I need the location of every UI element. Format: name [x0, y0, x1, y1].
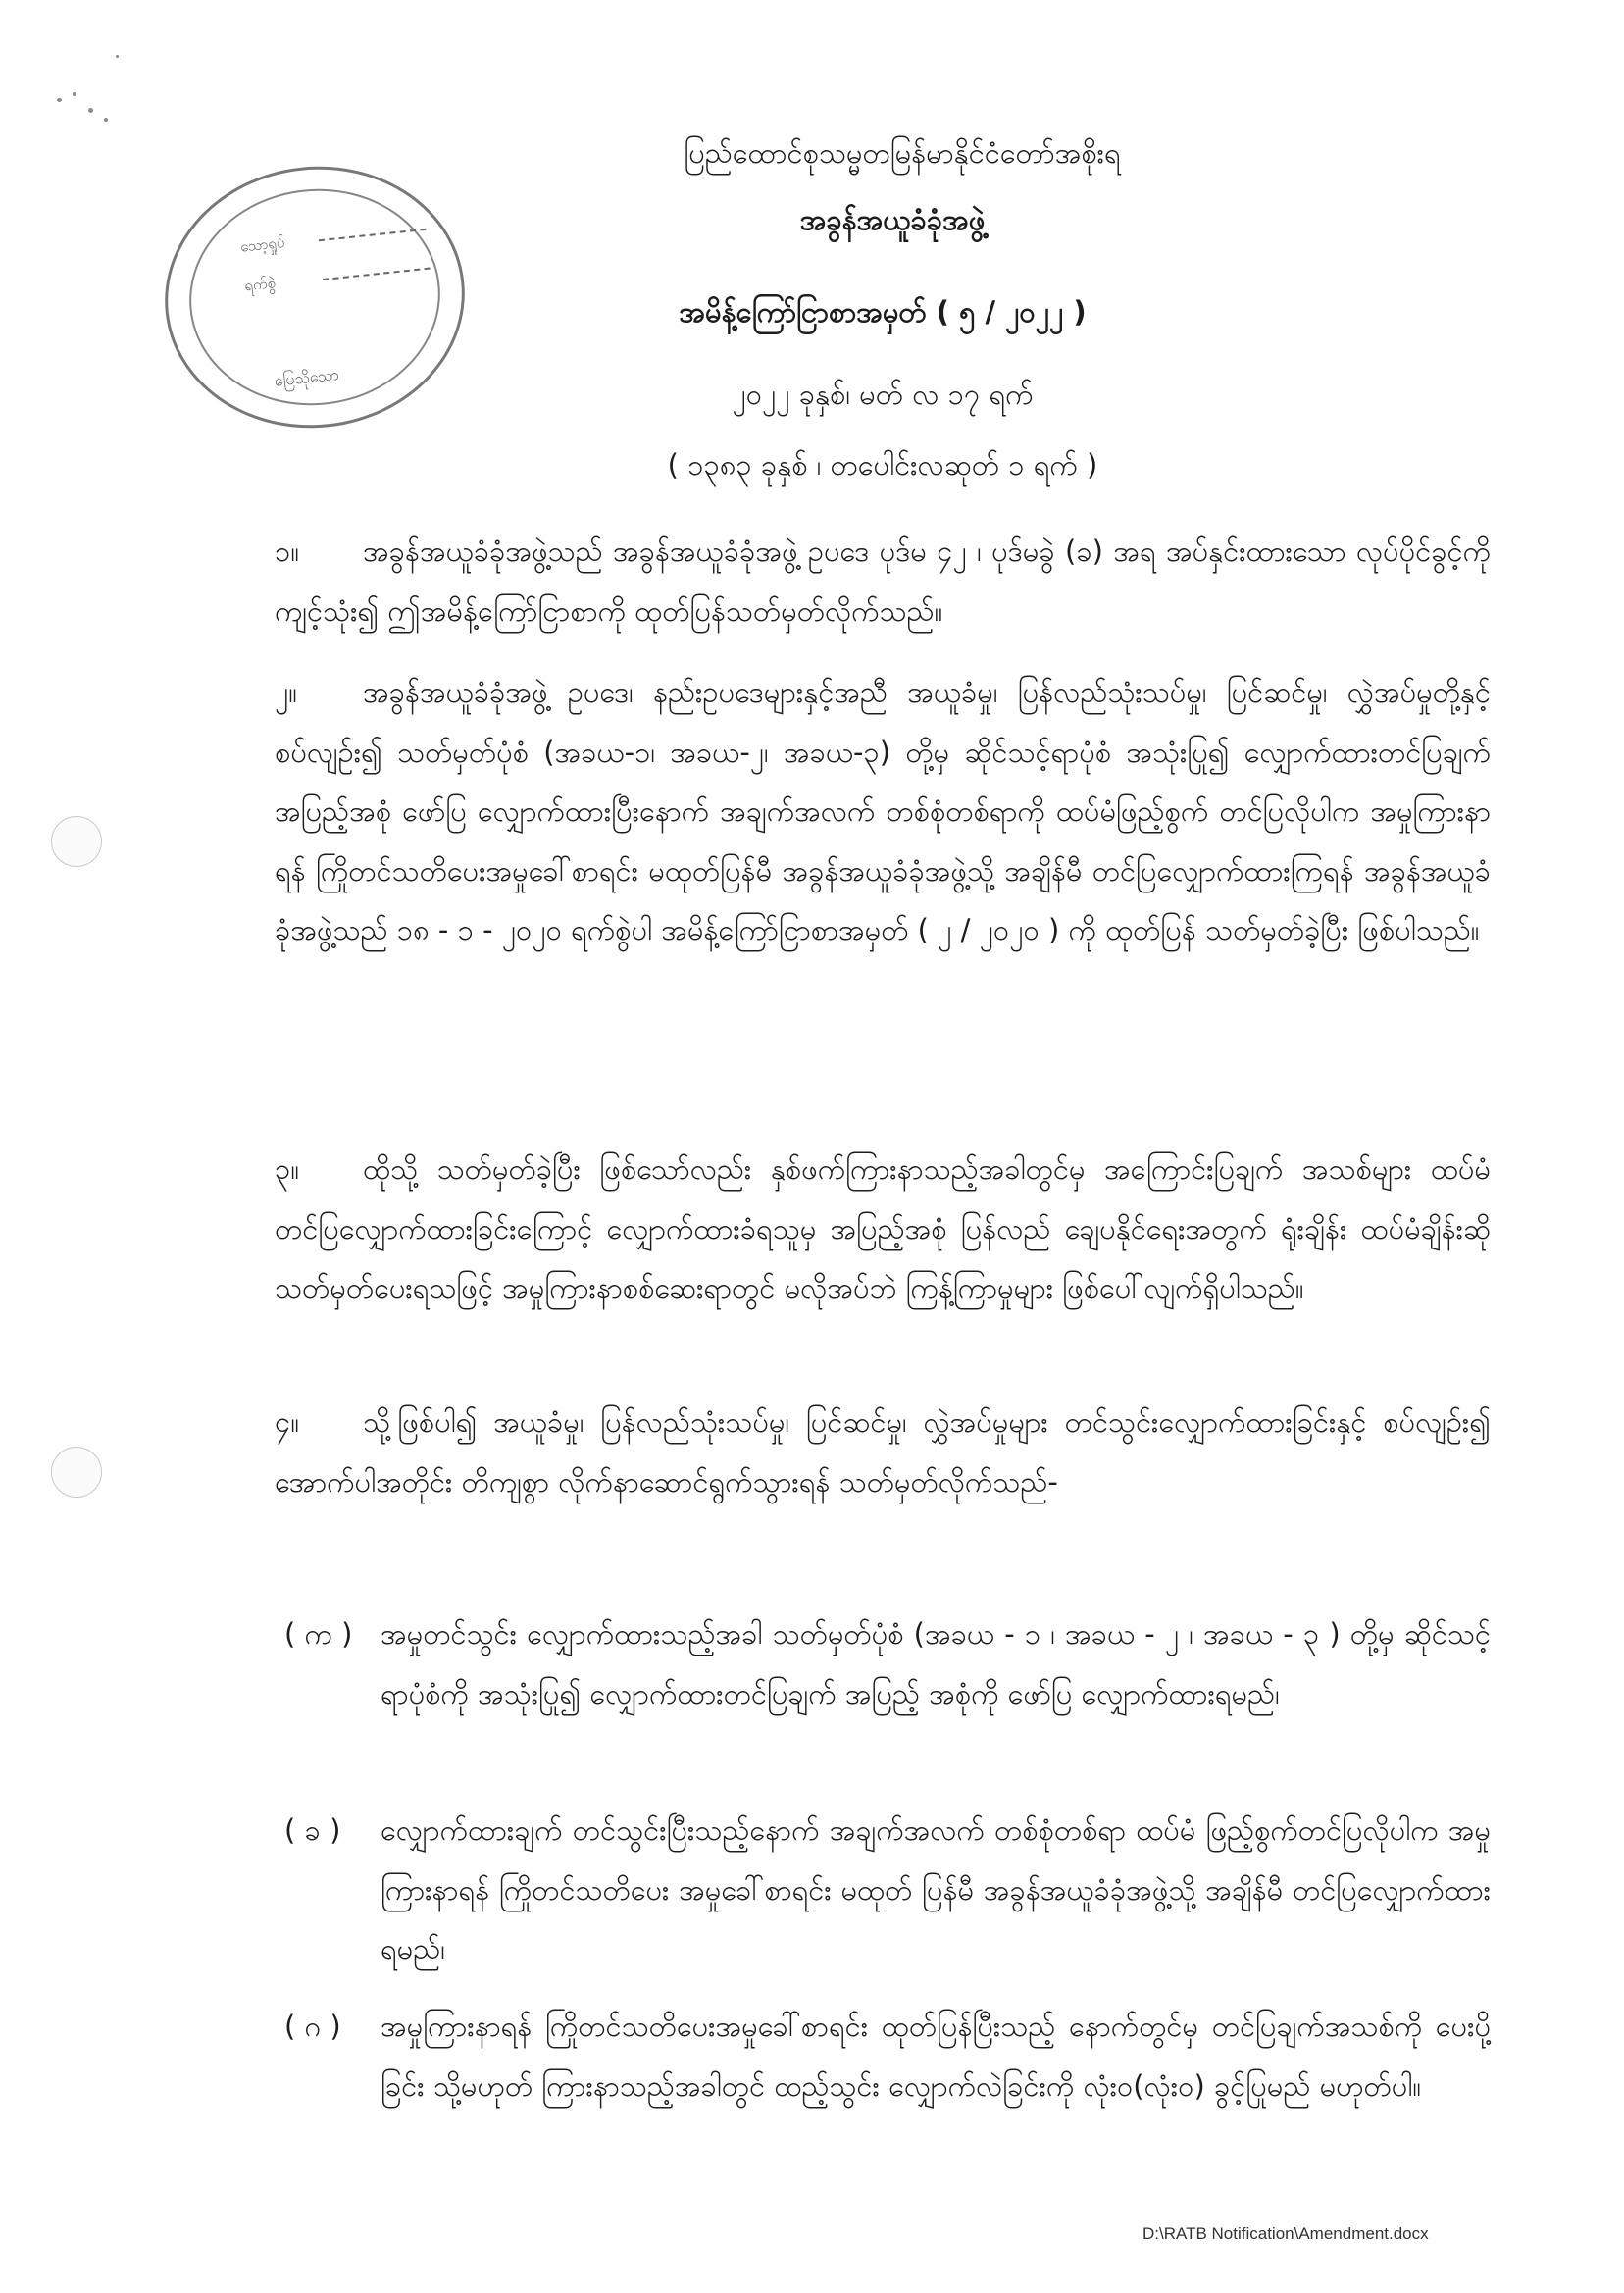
paragraph-2: [275, 663, 1491, 960]
punch-hole-lower: [51, 1447, 102, 1498]
official-seal: [152, 152, 478, 443]
scan-speck: [73, 92, 76, 96]
file-path-footer: D:\RATB Notification\Amendment.docx: [1142, 2224, 1429, 2243]
notification-number: အမိန့်ကြော်ငြာစာအမှတ် ( ၅ / ၂၀၂၂ ): [679, 295, 1087, 329]
government-heading: ပြည်ထောင်စုသမ္မတမြန်မာနိုင်ငံတော်အစိုးရ: [684, 136, 1121, 170]
subitem-ka-text: အမှုတင်သွင်း လျှောက်ထားသည့်အခါ သတ်မှတ်ပုံစံ (အခယ - ၁ ၊ အခယ - ၂ ၊ အခယ - ၃ ) တို့မှ ဆိုင်သင့်ရာပုံစံကို အသုံးပြု၍ လျှောက်ထားတင်ပြချက် အပြည့် အစုံကို ဖော်ပြ လျှောက်ထားရမည်၊: [381, 1617, 1491, 1710]
paragraph-1-text: အခွန်အယူခံခုံအဖွဲ့သည် အခွန်အယူခံခုံအဖွဲ့ ဥပဒေ ပုဒ်မ ၄၂ ၊ ပုဒ်မခွဲ (ခ) အရ အပ်နှင်းထားသော လုပ်ပိုင်ခွင့်ကို ကျင့်သုံး၍ ဤအမိန့်ကြော်ငြာစာကို ထုတ်ပြန်သတ်မှတ်လိုက်သည်။: [275, 535, 1491, 628]
paragraph-4-text: သို့ဖြစ်ပါ၍ အယူခံမှု၊ ပြန်လည်သုံးသပ်မှု၊ ပြင်ဆင်မှု၊ လွှဲအပ်မှုများ တင်သွင်းလျှောက်ထားခြင်းနှင့် စပ်လျဉ်း၍ အောက်ပါအတိုင်း တိကျစွာ လိုက်နာဆောင်ရွက်သွားရန် သတ်မှတ်လိုက်သည်-: [275, 1405, 1491, 1499]
paragraph-1: [275, 522, 1491, 640]
gregorian-date: ၂၀၂၂ ခုနှစ်၊ မတ် လ ၁၇ ရက်: [732, 378, 1034, 411]
paragraph-3: [275, 1140, 1491, 1318]
subitem-ka: [284, 1605, 1491, 1723]
seal-row-1-label: သော့ရှုပ်: [239, 232, 286, 256]
scan-speck: [116, 55, 119, 58]
paragraph-4: [275, 1393, 1491, 1511]
subitem-ga: [284, 1997, 1491, 2115]
subitem-ga-text: အမှုကြားနာရန် ကြိုတင်သတိပေးအမှုခေါ်စာရင်း ထုတ်ပြန်ပြီးသည့် နောက်တွင်မှ တင်ပြချက်အသစ်ကို ပေးပို့ခြင်း သို့မဟုတ် ကြားနာသည့်အခါတွင် ထည့်သွင်း လျှောက်လဲခြင်းကို လုံးဝ(လုံးဝ) ခွင့်ပြုမည် မဟုတ်ပါ။: [381, 2010, 1491, 2103]
myanmar-date: ( ၁၃၈၃ ခုနှစ် ၊ တပေါင်းလဆုတ် ၁ ရက် ): [667, 448, 1098, 482]
subitem-kha-marker: ( ခ ): [284, 1813, 341, 1847]
seal-bottom-text: မြေသိုသော: [273, 364, 340, 390]
scan-speck: [88, 108, 93, 113]
paragraph-2-number: ၂။: [275, 676, 298, 709]
subitem-kha: [284, 1801, 1491, 1979]
scan-speck: [104, 118, 108, 122]
paragraph-4-number: ၄။: [275, 1405, 300, 1439]
scan-speck: [57, 98, 62, 102]
seal-row-2-label: ရက်စွဲ: [243, 274, 277, 295]
subitem-ka-marker: ( က ): [284, 1617, 353, 1651]
paragraph-3-text: ထိုသို့ သတ်မှတ်ခဲ့ပြီး ဖြစ်သော်လည်း နှစ်ဖက်ကြားနာသည့်အခါတွင်မှ အကြောင်းပြချက် အသစ်များ ထပ်မံ တင်ပြလျှောက်ထားခြင်းကြောင့် လျှောက်ထားခံရသူမှ အပြည့်အစုံ ပြန်လည် ချေပနိုင်ရေးအတွက် ရုံးချိန်း ထပ်မံချိန်းဆို သတ်မှတ်ပေးရသဖြင့် အမှုကြားနာစစ်ဆေးရာတွင် မလိုအပ်ဘဲ ကြန့်ကြာမှုများ ဖြစ်ပေါ်လျက်ရှိပါသည်။: [275, 1152, 1491, 1304]
tribunal-name: အခွန်အယူခံခုံအဖွဲ့: [799, 203, 986, 236]
punch-hole-upper: [51, 816, 102, 867]
subitem-kha-text: လျှောက်ထားချက် တင်သွင်းပြီးသည့်နောက် အချက်အလက် တစ်စုံတစ်ရာ ထပ်မံ ဖြည့်စွက်တင်ပြလိုပါက အမှုကြားနာရန် ကြိုတင်သတိပေး အမှုခေါ်စာရင်း မထုတ် ပြန်မီ အခွန်အယူခံခုံအဖွဲ့သို့ အချိန်မီ တင်ပြလျှောက်ထားရမည်၊: [381, 1813, 1491, 1965]
subitem-ga-marker: ( ဂ ): [284, 2010, 341, 2043]
paragraph-2-text: အခွန်အယူခံခုံအဖွဲ့ ဥပဒေ၊ နည်းဥပဒေများနှင့်အညီ အယူခံမှု၊ ပြန်လည်သုံးသပ်မှု၊ ပြင်ဆင်မှု၊ လွှဲအပ်မှုတို့နှင့် စပ်လျဉ်း၍ သတ်မှတ်ပုံစံ (အခယ-၁၊ အခယ-၂၊ အခယ-၃) တို့မှ ဆိုင်သင့်ရာပုံစံ အသုံးပြု၍ လျှောက်ထားတင်ပြချက် အပြည့်အစုံ ဖော်ပြ လျှောက်ထားပြီးနောက် အချက်အလက် တစ်စုံတစ်ရာကို ထပ်မံဖြည့်စွက် တင်ပြလိုပါက အမှုကြားနာရန် ကြိုတင်သတိပေးအမှုခေါ်စာရင်း မထုတ်ပြန်မီ အခွန်အယူခံခုံအဖွဲ့သို့ အချိန်မီ တင်ပြလျှောက်ထားကြရန် အခွန်အယူခံခုံအဖွဲ့သည် ၁၈ - ၁ - ၂၀၂၀ ရက်စွဲပါ အမိန့်ကြော်ငြာစာအမှတ် ( ၂ / ၂၀၂၀ ) ကို ထုတ်ပြန် သတ်မှတ်ခဲ့ပြီး ဖြစ်ပါသည်။: [275, 676, 1491, 946]
paragraph-1-number: ၁။: [275, 535, 300, 568]
paragraph-3-number: ၃။: [275, 1152, 300, 1186]
